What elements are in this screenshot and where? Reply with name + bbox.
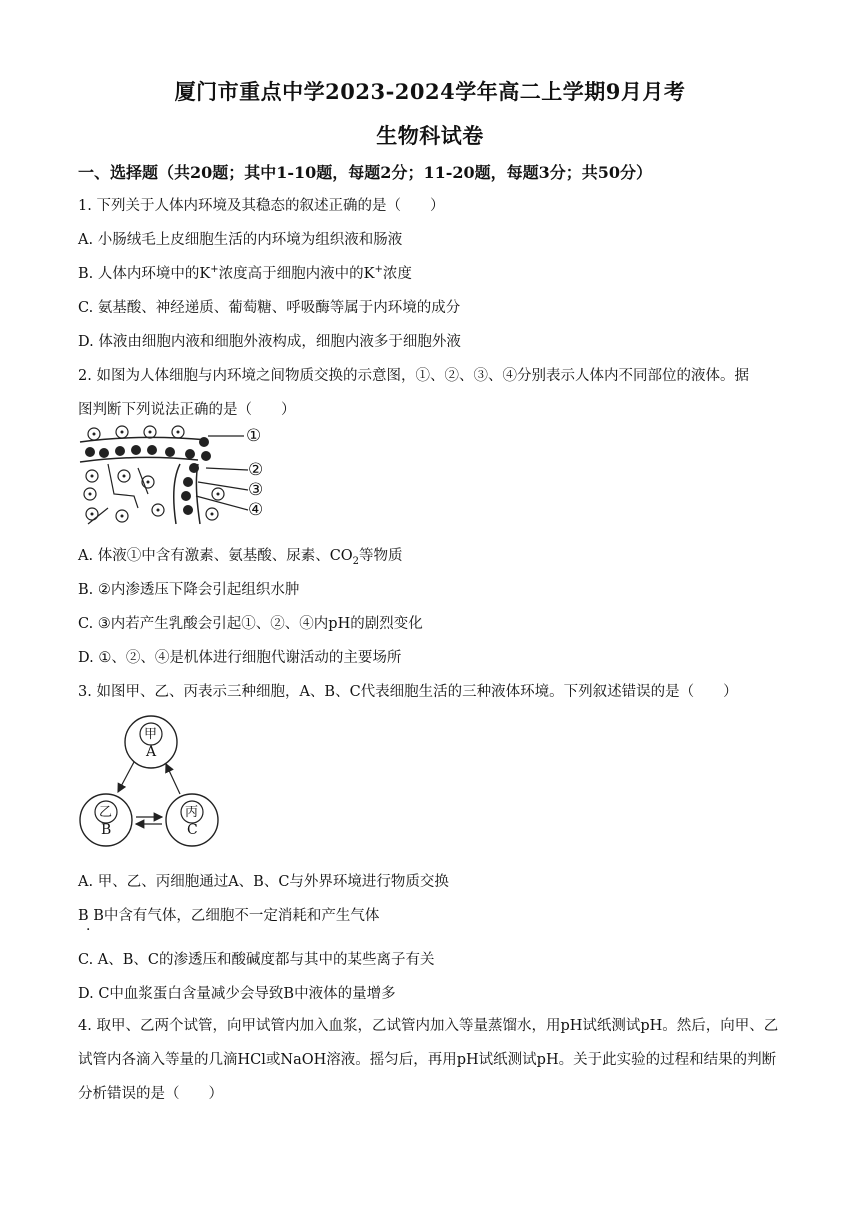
exam-subject-title: 生物科试卷 <box>376 123 484 148</box>
q1-option-c: C. 氨基酸、神经递质、葡萄糖、呼吸酶等属于内环境的成分 <box>78 300 461 316</box>
q3-env-left: B <box>101 822 112 838</box>
q2-option-c: C. ③内若产生乳酸会引起①、②、④内pH的剧烈变化 <box>78 616 423 632</box>
q1-b-text-2: 浓度高于细胞内液中的K <box>218 266 375 282</box>
exam-title: 厦门市重点中学2023-2024学年高二上学期9月月考 <box>174 79 686 104</box>
q3-cell-left: 乙 <box>99 805 113 820</box>
q3-option-b-dot: · <box>86 922 91 938</box>
q1-stem: 1. 下列关于人体内环境及其稳态的叙述正确的是（ ） <box>78 198 445 214</box>
q2-label-1: ① <box>246 426 262 446</box>
q2-label-4: ④ <box>248 500 264 520</box>
q1-b-sup-1: + <box>210 264 219 276</box>
q2-option-a <box>78 544 403 567</box>
q2-stem-line1: 2. 如图为人体细胞与内环境之间物质交换的示意图，①、②、③、④分别表示人体内不同部位的液体。据 <box>78 368 749 384</box>
q3-cell-top: 甲 <box>144 727 158 742</box>
q3-option-c: C. A、B、C的渗透压和酸碱度都与其中的某些离子有关 <box>78 952 435 968</box>
q1-option-a: A. 小肠绒毛上皮细胞生活的内环境为组织液和肠液 <box>78 232 403 248</box>
q3-option-a: A. 甲、乙、丙细胞通过A、B、C与外界环境进行物质交换 <box>78 874 449 890</box>
q3-option-d: D. C中血浆蛋白含量减少会导致B中液体的量增多 <box>78 986 396 1002</box>
q2-stem-line2: 图判断下列说法正确的是（ ） <box>78 402 296 418</box>
q1-option-d: D. 体液由细胞内液和细胞外液构成，细胞内液多于细胞外液 <box>78 334 461 350</box>
q2-label-2: ② <box>248 460 264 480</box>
q2-a-sub: 2 <box>352 555 360 567</box>
q4-stem: 4. 取甲、乙两个试管，向甲试管内加入血浆，乙试管内加入等量蒸馏水，用pH试纸测试pH。然后，向甲、乙试管内各滴入等量的几滴HCl或NaOH溶液。摇匀后，再用pH试纸测试pH。关于此实验的过程和结果的判断分析错误的是（ ） <box>78 1018 779 1102</box>
q3-env-top: A <box>146 744 157 760</box>
q1-b-text-3: 浓度 <box>382 266 412 282</box>
section-header: 一、选择题（共20题；其中1-10题，每题2分；11-20题，每题3分；共50分） <box>78 163 653 182</box>
q1-b-sup-2: + <box>374 264 383 276</box>
q1-b-text-1: B. 人体内环境中的K <box>78 266 211 282</box>
q3-option-b: B B中含有气体，乙细胞不一定消耗和产生气体 <box>78 908 380 924</box>
q3-cell-right: 丙 <box>185 805 199 820</box>
q2-label-3: ③ <box>248 480 264 500</box>
q2-a-text-1: A. 体液①中含有激素、氨基酸、尿素、CO <box>78 548 353 564</box>
q2-option-d: D. ①、②、④是机体进行细胞代谢活动的主要场所 <box>78 650 402 666</box>
q2-option-b: B. ②内渗透压下降会引起组织水肿 <box>78 582 300 598</box>
q2-a-text-2: 等物质 <box>359 548 403 564</box>
q1-option-b <box>78 262 412 283</box>
q3-stem: 3. 如图甲、乙、丙表示三种细胞，A、B、C代表细胞生活的三种液体环境。下列叙述错误的是（ ） <box>78 684 738 700</box>
q3-env-right: C <box>187 822 198 838</box>
